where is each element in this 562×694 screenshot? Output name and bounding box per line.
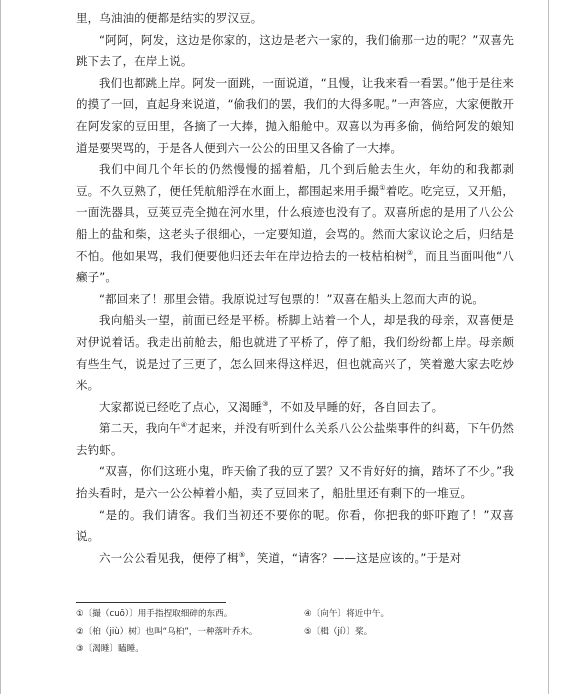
paragraph bbox=[76, 548, 514, 570]
paragraph bbox=[76, 505, 514, 548]
paragraph bbox=[76, 397, 514, 419]
paragraph-text: 我们中间几个年长的仍然慢慢的摇着船，几个到后舱去生火，年幼的和我都剥豆。不久豆熟了，便任凭航船浮在水面上，都围起来用手撮 bbox=[76, 162, 514, 198]
paragraph-text: 着吃。吃完豆，又开船，一面洗器具，豆荚豆壳全抛在河水里，什么痕迹也没有了。双喜所虑的是用了八公公船上的盐和柴，这老头子很细心，一定要知道，会骂的。然而大家议论之后，归结是不怕。他如果骂，我们便要他归还去年在岸边拾去的一枝枯桕树 bbox=[76, 183, 514, 263]
footnote-marker: ① bbox=[379, 183, 386, 192]
paragraph bbox=[76, 73, 514, 159]
paragraph-text: 才起来，并没有听到什么关系八公公盐柴事件的纠葛，下午仍然去钓虾。 bbox=[76, 421, 514, 457]
document-body bbox=[76, 8, 514, 569]
paragraph-text: ，而且当面叫他“八癞子”。 bbox=[76, 248, 514, 285]
page-right-border bbox=[548, 0, 549, 694]
paragraph bbox=[76, 289, 514, 311]
footnote-1: ①〔撮（cuō）〕用手指捏取细碎的东西。 bbox=[76, 609, 233, 619]
paragraph-text: ，笑道，“请客？——这是应该的。”于是对 bbox=[245, 550, 462, 565]
paragraph bbox=[76, 159, 514, 289]
paragraph-text: “是的。我们请客。我们当初还不要你的呢。你看，你把我的虾吓跑了！”双喜说。 bbox=[76, 507, 514, 544]
paragraph-text: 六一公公看见我，便停了楫 bbox=[99, 550, 239, 565]
paragraph-text: “双喜，你们这班小鬼，昨天偷了我的豆了罢？又不肯好好的摘，踏坏了不少。”我抬头看时，是六一公公棹着小船，卖了豆回来了，船肚里还有剩下的一堆豆。 bbox=[76, 464, 514, 501]
paragraph-text: 大家都说已经吃了点心，又渴睡 bbox=[99, 399, 263, 414]
paragraph-text: “阿阿，阿发，这边是你家的，这边是老六一家的，我们偷那一边的呢？”双喜先跳下去了，在岸上说。 bbox=[76, 32, 514, 69]
footnote-2: ②〔桕（jiù）树〕也叫“乌桕”，一种落叶乔木。 bbox=[76, 627, 258, 637]
footnote-rule bbox=[76, 602, 226, 603]
paragraph-text: ，不如及早睡的好，各自回去了。 bbox=[268, 399, 444, 414]
footnote-3: ③〔渴睡〕瞌睡。 bbox=[76, 644, 144, 654]
footnote-marker: ③ bbox=[262, 399, 269, 408]
footnote-5: ⑤〔楫（jí）〕桨。 bbox=[304, 627, 373, 637]
footnote-marker: ⑤ bbox=[238, 551, 246, 560]
footnote-marker: ② bbox=[406, 248, 414, 257]
page-left-border bbox=[0, 0, 1, 694]
paragraph-text: 我们也都跳上岸。阿发一面跳，一面说道，“且慢，让我来看一看罢。”他于是往来的摸了一回，直起身来说道，“偷我们的罢，我们的大得多呢。”一声答应，大家便散开在阿发家的豆田里，各摘了一大捧，抛入船舱中。双喜以为再多偷，倘给阿发的娘知道是要哭骂的，于是各人便到六一公公的田里又各偷了一大捧。 bbox=[76, 75, 514, 155]
paragraph-text: 我向船头一望，前面已经是平桥。桥脚上站着一个人，却是我的母亲，双喜便是对伊说着话。我走出前舱去，船也就进了平桥了，停了船，我们纷纷都上岸。母亲颇有些生气，说是过了三更了，怎么回来得这样迟，但也就高兴了，笑着邀大家去吃炒米。 bbox=[76, 313, 514, 393]
paragraph bbox=[76, 461, 514, 504]
paragraph bbox=[76, 8, 514, 30]
paragraph bbox=[76, 30, 514, 73]
paragraph-text: 第二天，我向午 bbox=[99, 421, 181, 436]
footnote-4: ④〔向午〕将近中午。 bbox=[304, 609, 390, 619]
paragraph-text: 里，乌油油的便都是结实的罗汉豆。 bbox=[76, 11, 263, 25]
paragraph bbox=[76, 418, 514, 461]
footnote-marker: ④ bbox=[180, 421, 188, 430]
paragraph-text: “都回来了！那里会错。我原说过写包票的！”双喜在船头上忽而大声的说。 bbox=[99, 291, 485, 306]
paragraph bbox=[76, 310, 514, 396]
